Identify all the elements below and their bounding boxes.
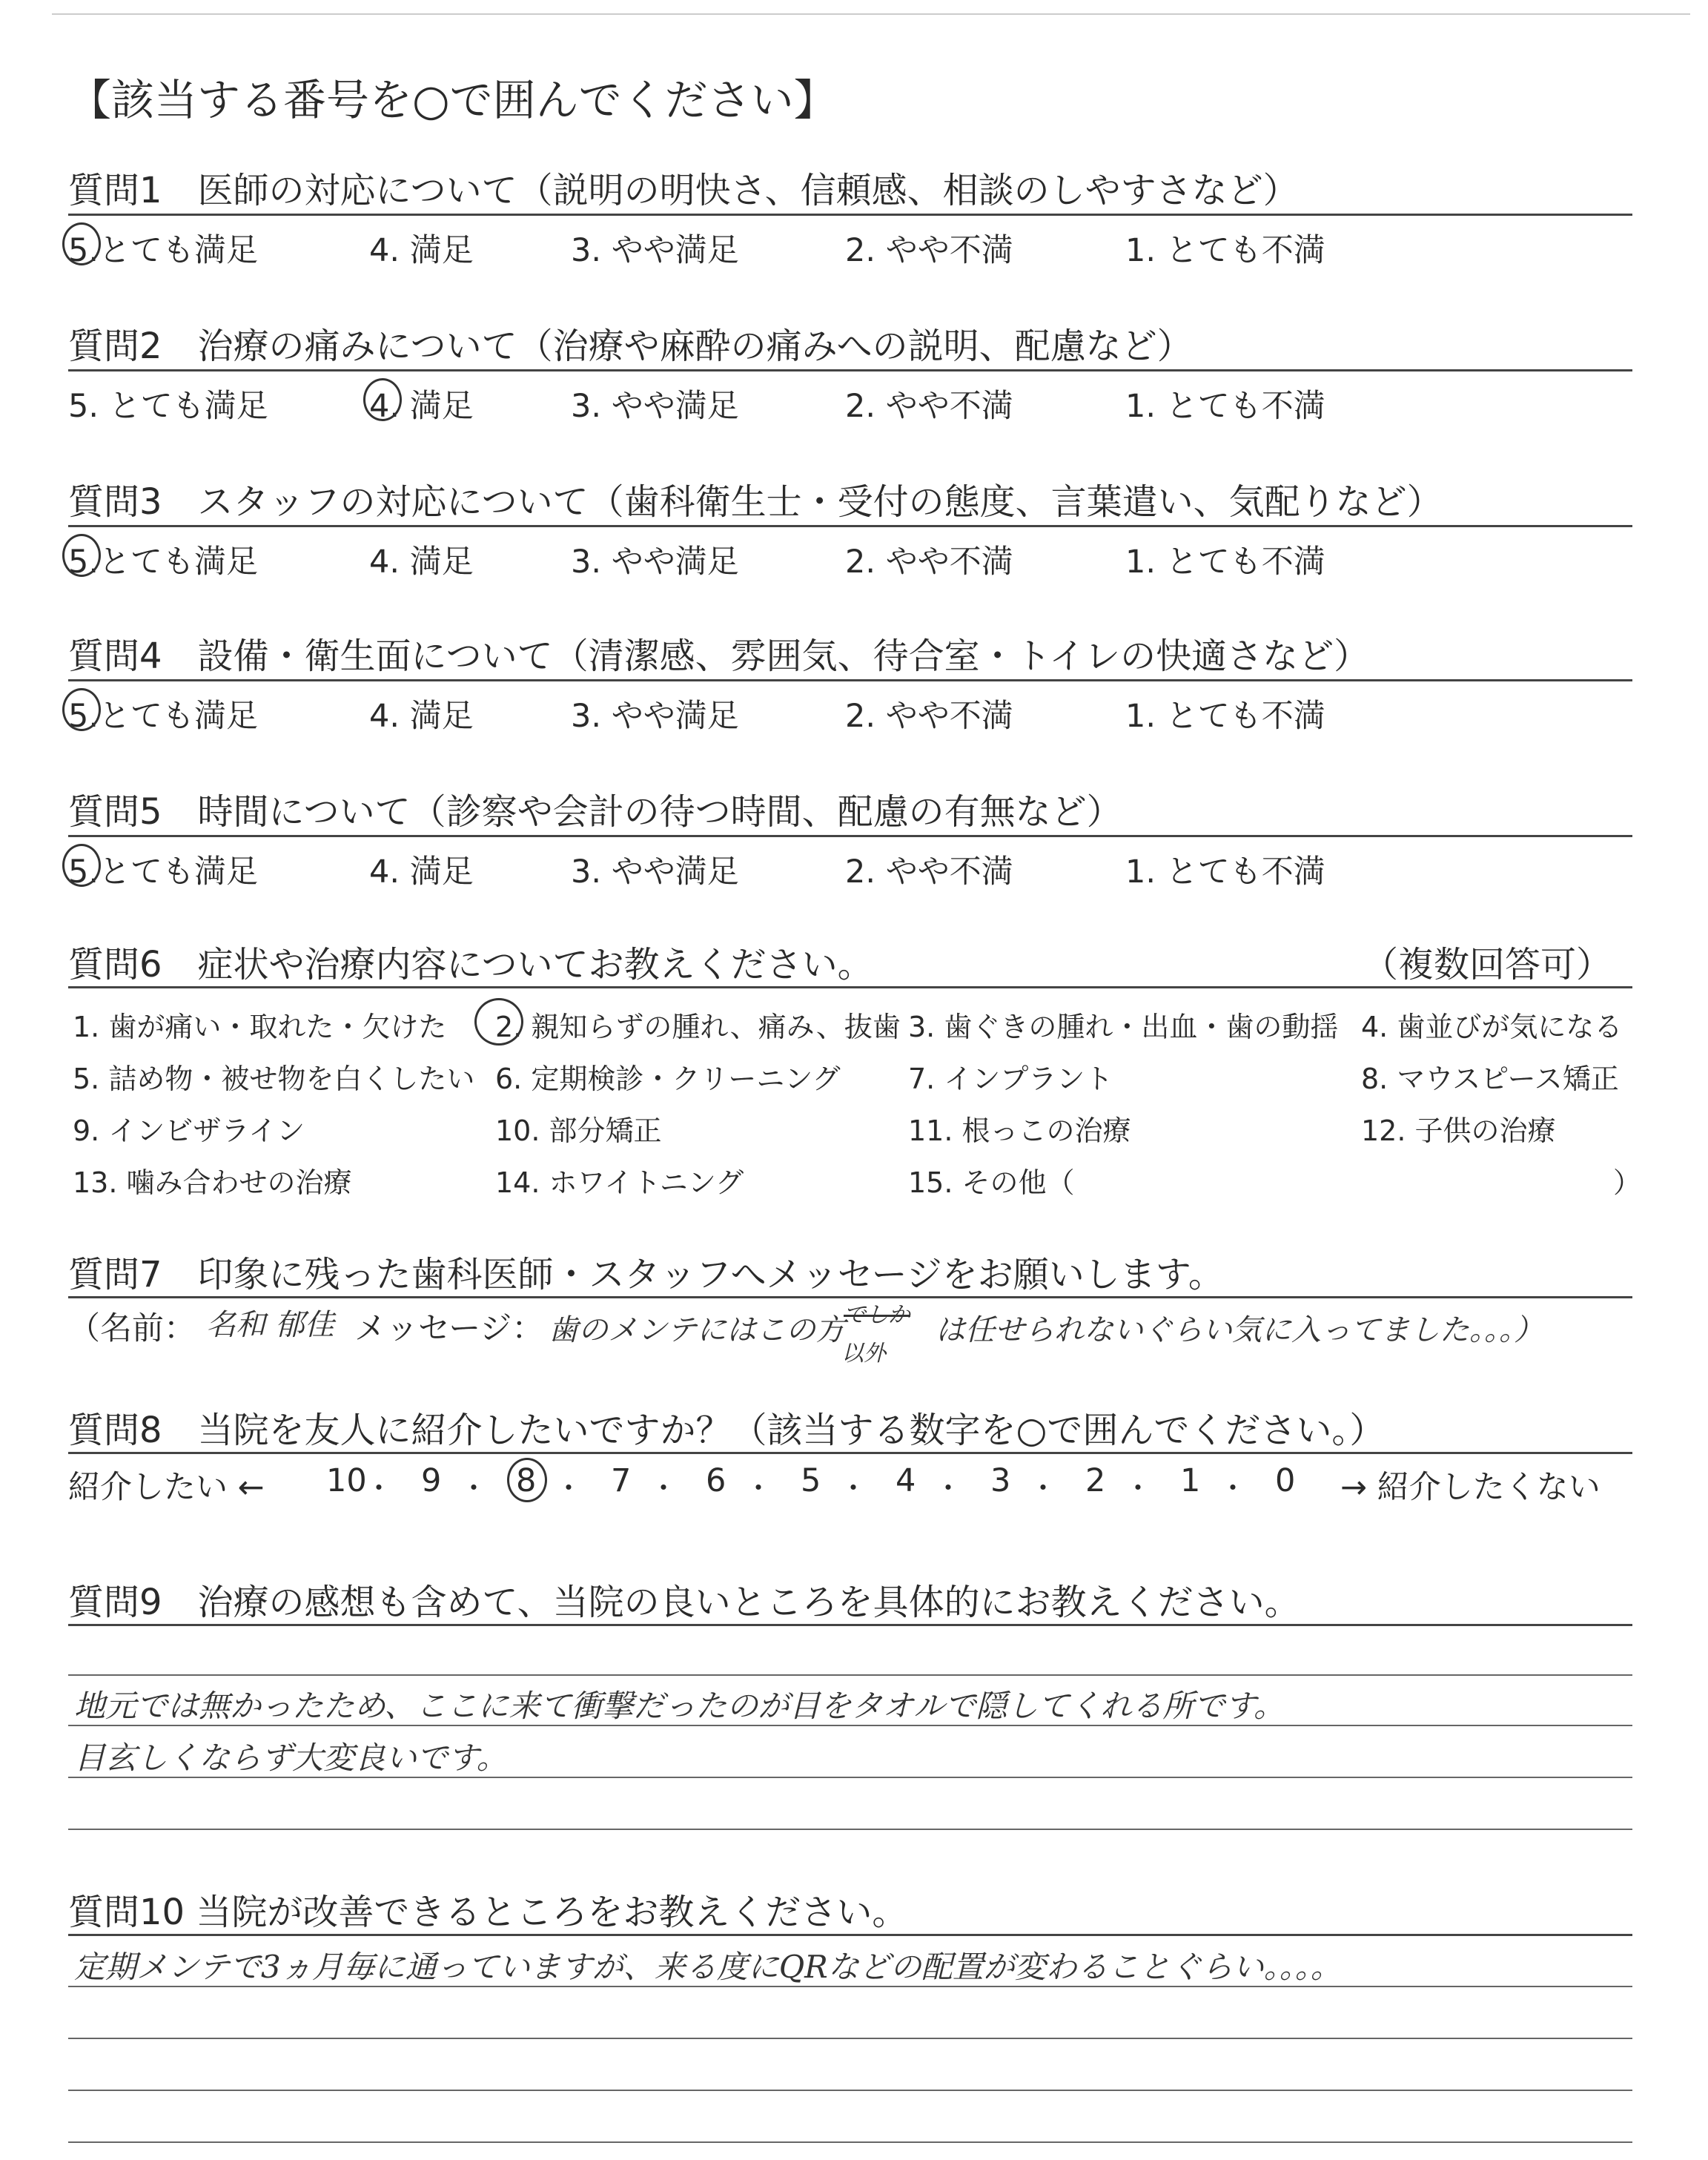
q6-option-3[interactable]: 3. 歯ぐきの腫れ・出血・歯の動揺 (908, 1011, 1339, 1043)
q8-separator: ・ (649, 1472, 678, 1505)
q6-option-14[interactable]: 14. ホワイトニング (495, 1166, 744, 1199)
q6-option-9[interactable]: 9. インビザライン (73, 1114, 305, 1147)
q6-option-8[interactable]: 8. マウスピース矯正 (1361, 1063, 1619, 1095)
q8-scale-0[interactable]: 0 (1275, 1462, 1296, 1499)
q6-option-1[interactable]: 1. 歯が痛い・取れた・欠けた (73, 1011, 447, 1043)
q6-option-11[interactable]: 11. 根っこの治療 (908, 1114, 1131, 1147)
q1-option-5[interactable]: 5.とても満足 (68, 232, 259, 269)
q1-option-3[interactable]: 3. やや満足 (571, 232, 739, 269)
q3-option-2[interactable]: 2. やや不満 (845, 544, 1013, 581)
top-border (52, 13, 1690, 15)
q3-underline (68, 525, 1632, 527)
q3-selection-circle (62, 534, 101, 577)
q8-separator: ・ (1029, 1472, 1058, 1505)
q6-option-4[interactable]: 4. 歯並びが気になる (1361, 1011, 1623, 1043)
q8-separator: ・ (1124, 1472, 1153, 1505)
q2-title: 質問2 治療の痛みについて（治療や麻酔の痛みへの説明、配慮など） (68, 326, 1193, 367)
q10-answer-line-1[interactable]: 定期メンテで3ヵ月毎に通っていますが、来る度にQRなどの配置が変わることぐらい。。。。 (74, 1949, 1342, 1985)
q5-option-4[interactable]: 4. 満足 (369, 853, 474, 891)
q8-separator: ・ (555, 1472, 583, 1505)
q7-message-value[interactable]: 歯のメンテにはこの方 (549, 1313, 845, 1347)
q1-option-2[interactable]: 2. やや不満 (845, 232, 1013, 269)
q9-line-4 (68, 1829, 1632, 1830)
q4-option-4[interactable]: 4. 満足 (369, 698, 474, 735)
q8-scale-3[interactable]: 3 (990, 1462, 1011, 1499)
q6-title: 質問6 症状や治療内容についてお教えください。 (68, 944, 873, 985)
q6-option-12[interactable]: 12. 子供の治療 (1361, 1114, 1556, 1147)
q8-scale-10[interactable]: 10 (326, 1462, 367, 1499)
q9-underline (68, 1624, 1632, 1626)
q8-separator: ・ (934, 1472, 963, 1505)
q8-separator: ・ (460, 1472, 489, 1505)
q5-underline (68, 835, 1632, 837)
q2-option-4[interactable]: 4. 満足 (369, 388, 474, 425)
q9-title: 質問9 治療の感想も含めて、当院の良いところを具体的にお教えください。 (68, 1582, 1300, 1623)
q6-option-15[interactable]: 15. その他（ (908, 1166, 1075, 1199)
q7-message-insert: 以外 (841, 1341, 886, 1367)
q4-selection-circle (62, 688, 101, 731)
q3-option-3[interactable]: 3. やや満足 (571, 544, 739, 581)
q2-option-1[interactable]: 1. とても不満 (1125, 388, 1325, 425)
q9-line-1 (68, 1674, 1632, 1676)
q5-selection-circle (62, 844, 101, 887)
q6-option-6[interactable]: 6. 定期検診・クリーニング (495, 1063, 841, 1095)
q2-selection-circle (363, 378, 402, 421)
q8-scale-8[interactable]: 8 (516, 1462, 537, 1499)
q10-line-2 (68, 2038, 1632, 2039)
q5-option-1[interactable]: 1. とても不満 (1125, 853, 1325, 891)
q6-note: （複数回答可） (1363, 944, 1612, 985)
q8-underline (68, 1452, 1632, 1454)
page-header: 【該当する番号を○で囲んでください】 (68, 75, 837, 125)
q3-option-4[interactable]: 4. 満足 (369, 544, 474, 581)
q6-option-2[interactable]: 2. 親知らずの腫れ、痛み、抜歯 (495, 1011, 901, 1043)
q6-other-close: ） (1613, 1166, 1642, 1199)
q10-line-4 (68, 2141, 1632, 2143)
q1-title: 質問1 医師の対応について（説明の明快さ、信頼感、相談のしやすさなど） (68, 170, 1299, 211)
q2-option-2[interactable]: 2. やや不満 (845, 388, 1013, 425)
q6-option-10[interactable]: 10. 部分矯正 (495, 1114, 662, 1147)
q4-option-1[interactable]: 1. とても不満 (1125, 698, 1325, 735)
q8-separator: ・ (365, 1472, 394, 1505)
q4-option-3[interactable]: 3. やや満足 (571, 698, 739, 735)
q8-right-label: → 紹介したくない (1340, 1469, 1601, 1506)
q7-message-rest[interactable]: は任せられないぐらい気に入ってました。。。） (936, 1313, 1543, 1347)
q5-option-2[interactable]: 2. やや不満 (845, 853, 1013, 891)
q3-title: 質問3 スタッフの対応について（歯科衛生士・受付の態度、言葉遣い、気配りなど） (68, 481, 1443, 523)
q8-scale-9[interactable]: 9 (421, 1462, 442, 1499)
q7-title: 質問7 印象に残った歯科医師・スタッフへメッセージをお願いします。 (68, 1254, 1224, 1295)
q4-option-5[interactable]: 5.とても満足 (68, 698, 259, 735)
q3-option-5[interactable]: 5.とても満足 (68, 544, 259, 581)
q10-title: 質問10 当院が改善できるところをお教えください。 (68, 1892, 908, 1933)
q6-option-7[interactable]: 7. インプラント (908, 1063, 1113, 1095)
q8-scale-1[interactable]: 1 (1180, 1462, 1201, 1499)
q6-option-5[interactable]: 5. 詰め物・被せ物を白くしたい (73, 1063, 475, 1095)
q8-scale-2[interactable]: 2 (1085, 1462, 1106, 1499)
q2-option-3[interactable]: 3. やや満足 (571, 388, 739, 425)
q5-option-3[interactable]: 3. やや満足 (571, 853, 739, 891)
q6-option-13[interactable]: 13. 噛み合わせの治療 (73, 1166, 352, 1199)
q8-separator: ・ (839, 1472, 868, 1505)
q8-scale-5[interactable]: 5 (801, 1462, 821, 1499)
q1-selection-circle (62, 222, 101, 265)
q8-selection-circle (507, 1458, 547, 1502)
q1-option-1[interactable]: 1. とても不満 (1125, 232, 1325, 269)
q7-name-value[interactable]: 名和 郁佳 (206, 1308, 334, 1342)
q6-selection-circle (474, 998, 523, 1046)
q1-option-4[interactable]: 4. 満足 (369, 232, 474, 269)
q2-option-5[interactable]: 5. とても満足 (68, 388, 268, 425)
q7-message-label: メッセージ： (354, 1310, 544, 1347)
q4-title: 質問4 設備・衛生面について（清潔感、雰囲気、待合室・トイレの快適さなど） (68, 635, 1370, 677)
q3-option-1[interactable]: 1. とても不満 (1125, 544, 1325, 581)
q5-option-5[interactable]: 5.とても満足 (68, 853, 259, 891)
q7-message-strike: でしか (844, 1302, 910, 1328)
q10-underline (68, 1934, 1632, 1936)
q4-underline (68, 679, 1632, 681)
q8-scale-4[interactable]: 4 (896, 1462, 916, 1499)
q8-scale-6[interactable]: 6 (706, 1462, 726, 1499)
q9-answer-line-2[interactable]: 目玄しくならず大変良いです。 (74, 1740, 508, 1776)
q8-separator: ・ (744, 1472, 773, 1505)
q1-underline (68, 214, 1632, 216)
q7-name-label: （名前： (68, 1310, 196, 1347)
q4-option-2[interactable]: 2. やや不満 (845, 698, 1013, 735)
q5-title: 質問5 時間について（診察や会計の待つ時間、配慮の有無など） (68, 791, 1122, 833)
q9-answer-line-1[interactable]: 地元では無かったため、ここに来て衝撃だったのが目をタオルで隠してくれる所です。 (74, 1688, 1285, 1724)
q2-underline (68, 369, 1632, 371)
q6-underline (68, 986, 1632, 988)
q8-left-label: 紹介したい ← (68, 1469, 265, 1506)
q8-title: 質問8 当院を友人に紹介したいですか？（該当する数字を○で囲んでください。） (68, 1410, 1386, 1451)
q8-separator: ・ (1219, 1472, 1248, 1505)
q8-scale-7[interactable]: 7 (611, 1462, 632, 1499)
q10-line-3 (68, 2090, 1632, 2091)
